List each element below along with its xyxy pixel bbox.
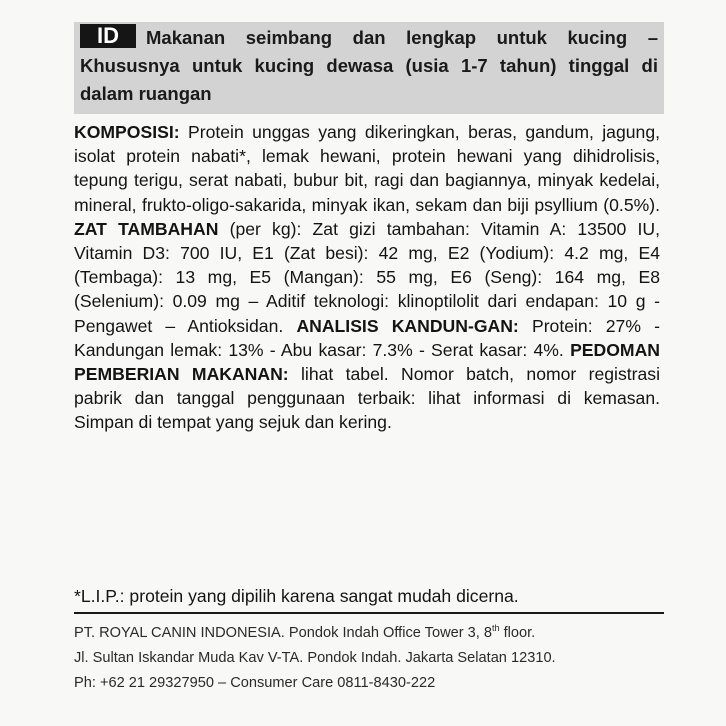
- komposisi-label: KOMPOSISI:: [74, 122, 180, 142]
- product-title-text: Makanan seimbang dan lengkap untuk kucing – Khususnya untuk kucing dewasa (usia 1-7 tahun) tinggal di dalam ruangan: [80, 27, 658, 104]
- company-address-line-2: Jl. Sultan Iskandar Muda Kav V-TA. Pondok Indah. Jakarta Selatan 12310.: [74, 650, 556, 666]
- komposisi-text: Protein unggas yang dikeringkan, beras, gandum, jagung, isolat protein nabati*, lemak hewani, protein hewani yang dihidrolisis, tepung terigu, serat nabati, bubur bit, ragi dan bagiannya, minyak kedelai, mineral, frukto-oligo-sakarida, minyak ikan, sekam dan biji psyllium (0.5%).: [74, 122, 660, 215]
- language-badge: ID: [80, 24, 136, 48]
- zat-tambahan-text: (per kg): Zat gizi tambahan: Vitamin A: 13500 IU, Vitamin D3: 700 IU, E1 (Zat besi): 42 mg, E2 (Yodium): 4.2 mg, E4 (Tembaga): 13 mg, E5 (Mangan): 55 mg, E6 (Seng): 164 mg, E8 (Selenium): 0.09 mg – Aditif teknologi: klinoptilolit dari endapan: 10 g - Pengawet – Antioksidan.: [74, 218, 660, 336]
- pedoman-label: PEDOMAN PEMBERIAN MAKANAN:: [74, 339, 660, 385]
- analisis-text: Protein: 27% - Kandungan lemak: 13% - Abu kasar: 7.3% - Serat kasar: 4%.: [74, 315, 661, 360]
- company-info: [74, 621, 664, 696]
- analisis-label: ANALISIS KANDUN-GAN:: [296, 315, 519, 336]
- divider: [74, 612, 664, 614]
- ingredient-block: [74, 120, 660, 435]
- pedoman-text: lihat tabel. Nomor batch, nomor registrasi pabrik dan tanggal penggunaan terbaik: lihat informasi di kemasan. Simpan di tempat yang sejuk dan kering.: [74, 364, 660, 433]
- company-address-line-1: PT. ROYAL CANIN INDONESIA. Pondok Indah Office Tower 3, 8th floor.: [74, 623, 536, 641]
- zat-tambahan-label: ZAT TAMBAHAN: [74, 218, 219, 239]
- company-phone-line: Ph: +62 21 29327950 – Consumer Care 0811-8430-222: [74, 675, 436, 691]
- product-title: [80, 24, 658, 108]
- footnote: *L.I.P.: protein yang dipilih karena sangat mudah dicerna.: [74, 586, 519, 606]
